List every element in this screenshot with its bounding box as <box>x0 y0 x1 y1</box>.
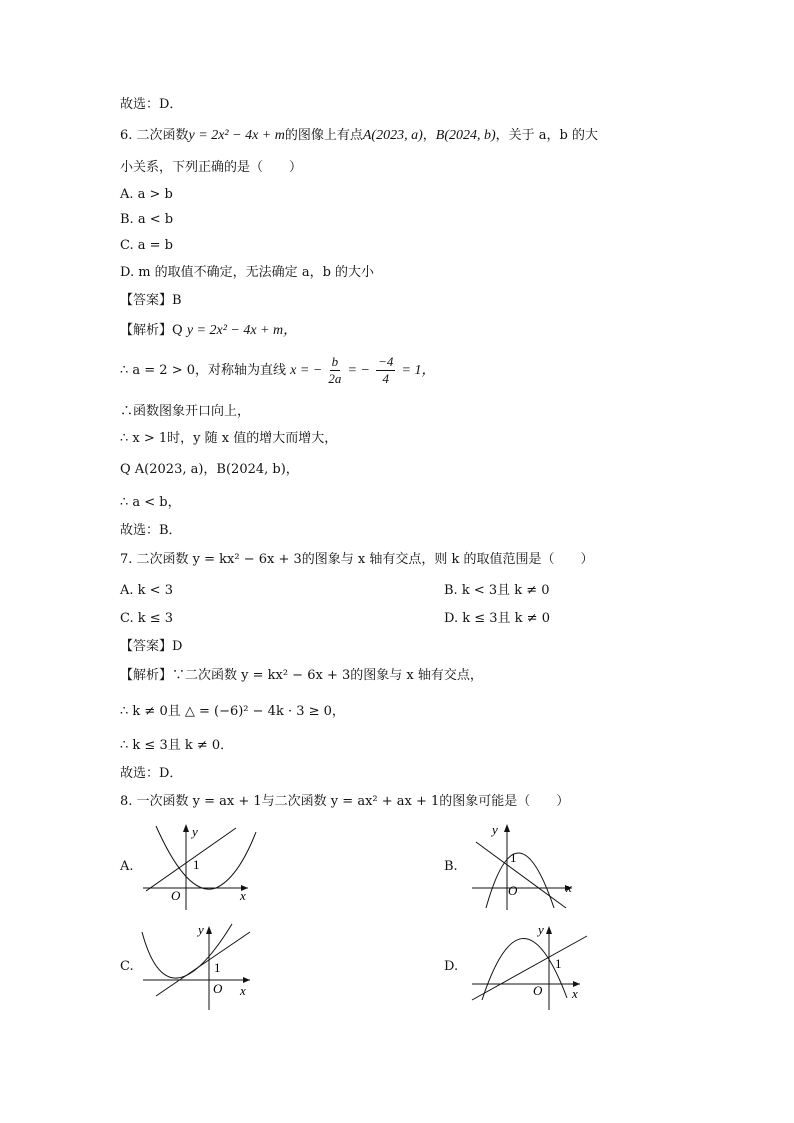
q6-comma: ， <box>422 128 436 143</box>
graph-c-x-label: x <box>240 983 246 998</box>
q6-frac2-den: 4 <box>382 371 389 386</box>
q6-option-a: A. a > b <box>120 187 173 202</box>
graph-d-x-label: x <box>572 986 578 1001</box>
q6-frac1-den: 2a <box>328 371 342 386</box>
q6-exp2-x: x = − <box>290 363 323 378</box>
q6-fraction-2 <box>376 354 395 387</box>
graph-a-y-arrow <box>183 824 189 832</box>
q6-exp2-eq: = − <box>347 363 370 378</box>
question-7-stem: 7. 二次函数 y = kx² − 6x + 3的图象与 x 轴有交点，则 k 的取值范围是（ ） <box>120 552 594 567</box>
q6-text-2: 的图像上有点 <box>284 128 363 143</box>
graph-c-y-label: y <box>198 922 204 937</box>
question-6-stem <box>120 127 598 145</box>
graph-a-x-label: x <box>240 888 246 903</box>
graph-c-origin-label: O <box>213 981 223 996</box>
graph-b-one-label: 1 <box>510 850 517 865</box>
graph-b-y-arrow <box>504 824 510 832</box>
question-6-stem-cont: 小关系，下列正确的是（ ） <box>120 160 303 175</box>
q6-explanation-6: ∴ a < b， <box>120 495 181 510</box>
graph-b-x-label: x <box>566 880 572 895</box>
graph-b-origin-label: O <box>508 883 518 898</box>
q7-explanation-2: ∴ k ≠ 0且 △ = (−6)² − 4k · 3 ≥ 0， <box>120 704 345 719</box>
q7-explanation-1: 【解析】∵二次函数 y = kx² − 6x + 3的图象与 x 轴有交点， <box>120 668 483 683</box>
q6-exp1-formula: y = 2x² − 4x + m， <box>186 323 298 338</box>
q6-function: y = 2x² − 4x + m <box>188 128 285 143</box>
graph-d-y-arrow <box>546 926 552 934</box>
graph-b-label: B. <box>444 859 458 874</box>
q6-frac2-num: −4 <box>378 354 394 369</box>
q6-exp2-text: ∴ a = 2 > 0，对称轴为直线 <box>120 363 287 378</box>
q7-answer: 【答案】D <box>120 639 183 654</box>
graph-c-y-arrow <box>206 926 212 934</box>
question-8-stem: 8. 一次函数 y = ax + 1与二次函数 y = ax² + ax + 1的图象可能是（ ） <box>120 794 570 809</box>
q6-option-b: B. a < b <box>120 212 174 227</box>
q6-fraction-1 <box>328 354 341 387</box>
q7-conclusion: 故选：D． <box>120 766 183 781</box>
q6-option-d: D. m 的取值不确定，无法确定 a，b 的大小 <box>120 265 375 280</box>
q6-explanation-2 <box>120 354 435 388</box>
answer-choice-prev: 故选：D． <box>120 97 183 112</box>
graph-c-label: C. <box>120 959 134 974</box>
q6-exp1-label: 【解析】Q <box>120 323 183 338</box>
q6-text-3: ，关于 a，b 的大 <box>495 128 598 143</box>
graph-d-origin-label: O <box>533 983 543 998</box>
q6-frac1-num: b <box>331 354 339 369</box>
graph-c-one-label: 1 <box>214 960 221 975</box>
q6-explanation-1 <box>120 322 297 340</box>
q7-option-a: A. k < 3 <box>120 583 173 598</box>
q7-option-d: D. k ≤ 3且 k ≠ 0 <box>444 611 550 626</box>
q6-text-1: 6. 二次函数 <box>120 128 189 143</box>
q6-point-a: A(2023, a) <box>362 128 423 143</box>
graph-a-origin-label: O <box>171 888 181 903</box>
graph-b-parabola <box>486 853 554 908</box>
q6-explanation-4: ∴ x > 1时，y 随 x 值的增大而增大， <box>120 431 338 446</box>
q6-explanation-3: ∴函数图象开口向上， <box>120 404 251 419</box>
graph-b-line <box>476 842 566 908</box>
graph-c-line <box>156 932 250 996</box>
q6-explanation-5: Q A(2023, a)，B(2024, b)， <box>120 462 299 477</box>
q6-conclusion: 故选：B． <box>120 523 182 538</box>
graph-a-label: A. <box>120 859 134 874</box>
graph-d-label: D. <box>444 959 459 974</box>
graph-a-y-label: y <box>192 824 198 839</box>
q6-option-c: C. a = b <box>120 238 173 253</box>
graph-b <box>462 818 587 913</box>
q7-option-b: B. k < 3且 k ≠ 0 <box>444 583 550 598</box>
graph-a-one-label: 1 <box>193 857 200 872</box>
graph-d-one-label: 1 <box>555 956 562 971</box>
graph-d-y-label: y <box>538 922 544 937</box>
q6-point-b: B(2024, b) <box>435 128 496 143</box>
graph-d <box>462 918 592 1013</box>
graph-a <box>138 818 263 913</box>
graph-a-parabola <box>156 826 256 889</box>
graph-c <box>138 918 263 1013</box>
graph-b-y-label: y <box>492 822 498 837</box>
graph-d-line <box>472 936 587 1000</box>
q6-exp2-result: = 1， <box>401 363 436 378</box>
q7-option-c: C. k ≤ 3 <box>120 611 174 626</box>
q6-answer: 【答案】B <box>120 293 182 308</box>
q7-explanation-3: ∴ k ≤ 3且 k ≠ 0． <box>120 738 234 753</box>
